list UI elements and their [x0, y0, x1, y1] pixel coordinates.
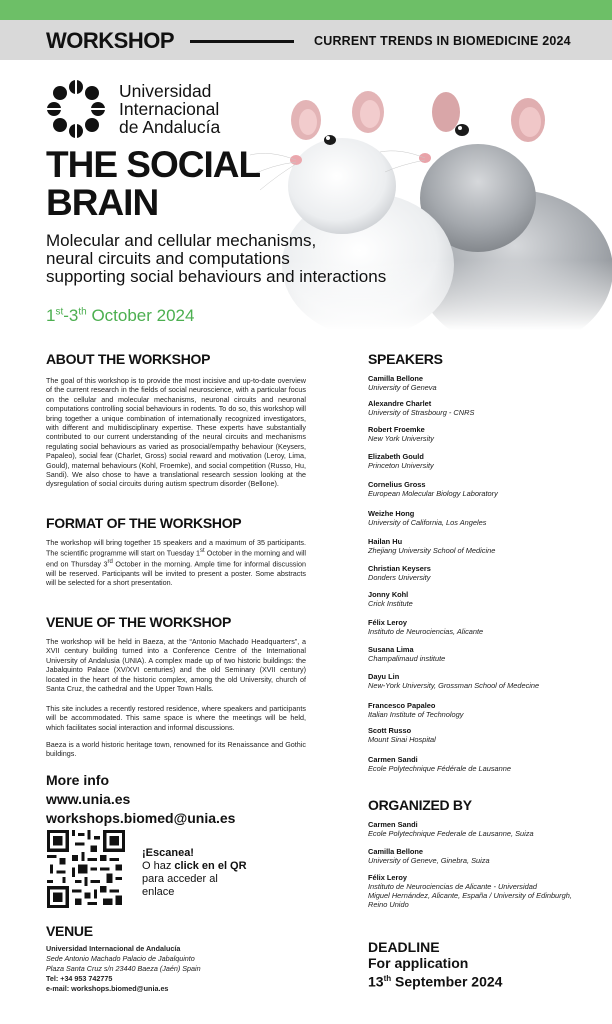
speaker-affiliation: Instituto de Neurociencias, Alicante — [368, 627, 484, 636]
organizer-affiliation-3: Reino Unido — [368, 900, 409, 909]
speaker-entry — [368, 618, 598, 636]
institution-name — [119, 82, 220, 136]
speaker-entry — [368, 726, 598, 744]
institution-line1: Universidad — [119, 81, 212, 101]
venue-phone[interactable]: Tel: +34 953 742775 — [46, 974, 113, 983]
qr-code[interactable] — [46, 830, 126, 908]
deadline-date — [368, 971, 502, 990]
qr-instructions-line3: para acceder al — [142, 873, 218, 885]
speaker-entry — [368, 537, 598, 555]
speaker-name: Robert Froemke — [368, 425, 425, 434]
date-month: October 2024 — [86, 306, 195, 325]
speaker-name: Susana Lima — [368, 645, 414, 654]
header-band — [0, 20, 612, 60]
qr-instructions-line2 — [142, 860, 247, 873]
speaker-affiliation: European Molecular Biology Laboratory — [368, 489, 498, 498]
speaker-affiliation: University of Strasbourg - CNRS — [368, 408, 475, 417]
speaker-entry — [368, 509, 598, 527]
deadline-heading: DEADLINE — [368, 939, 440, 955]
format-text-part2: October in the morning and will end on Thursday 3 — [46, 548, 307, 569]
venue-name: Universidad Internacional de Andalucía — [46, 944, 181, 953]
speaker-name: Christian Keysers — [368, 564, 431, 573]
organizer-affiliation: University of Geneve, Ginebra, Suiza — [368, 856, 490, 865]
speaker-name: Hailan Hu — [368, 537, 403, 546]
organizer-entry — [368, 820, 598, 838]
deadline-day-suffix: th — [383, 974, 392, 983]
speaker-affiliation: University of California, Los Angeles — [368, 518, 487, 527]
organizer-affiliation: Ecole Polytechnique Federale de Lausanne, Suiza — [368, 829, 534, 838]
more-info — [46, 771, 235, 828]
email-link[interactable]: workshops.biomed@unia.es — [46, 810, 236, 826]
format-sup2: rd — [107, 559, 113, 566]
organizer-affiliation: Instituto de Neurociencias de Alicante - Universidad — [368, 882, 537, 891]
about-heading: ABOUT THE WORKSHOP — [46, 351, 211, 367]
speaker-name: Elizabeth Gould — [368, 452, 424, 461]
application-deadline — [368, 939, 502, 990]
format-sup1: st — [200, 548, 205, 555]
speaker-entry — [368, 701, 598, 719]
date-end: -3 — [63, 306, 79, 325]
organizer-entry — [368, 873, 598, 909]
subtitle-line1: Molecular and cellular mechanisms, — [46, 231, 317, 250]
speaker-affiliation: University of Geneva — [368, 383, 437, 392]
venue-text-3: Baeza is a world historic heritage town, renowned for its Renaissance and Gothic buildings. — [46, 740, 306, 759]
speaker-name: Félix Leroy — [368, 618, 408, 627]
speaker-name: Jonny Kohl — [368, 590, 409, 599]
speaker-name: Alexandre Charlet — [368, 399, 432, 408]
title-line1: THE SOCIAL — [46, 144, 261, 185]
rats-illustration — [250, 60, 612, 330]
header-rule — [190, 40, 294, 43]
speaker-entry — [368, 399, 598, 417]
date-start: 1 — [46, 306, 56, 325]
qr-instructions-line2b: click en el QR — [174, 860, 247, 872]
venue-address-1: Sede Antonio Machado Palacio de Jabalquinto — [46, 954, 195, 963]
speaker-affiliation: Donders University — [368, 573, 431, 582]
speaker-affiliation: New York University — [368, 434, 434, 443]
speaker-affiliation: Mount Sinai Hospital — [368, 735, 436, 744]
speaker-entry — [368, 590, 598, 608]
title-line2: BRAIN — [46, 182, 159, 223]
venue-workshop-heading: VENUE OF THE WORKSHOP — [46, 614, 232, 630]
deadline-month-year: September 2024 — [391, 973, 503, 990]
deadline-label: For application — [368, 955, 469, 971]
subtitle-line2: neural circuits and computations — [46, 249, 290, 268]
subtitle-line3: supporting social behaviours and interactions — [46, 267, 387, 286]
unia-logo — [46, 79, 106, 139]
speaker-entry — [368, 374, 598, 392]
organizer-name: Félix Leroy — [368, 873, 408, 882]
speaker-affiliation: Champalimaud institute — [368, 654, 446, 663]
speaker-name: Francesco Papaleo — [368, 701, 436, 710]
website-link[interactable]: www.unia.es — [46, 791, 131, 807]
speaker-name: Dayu Lin — [368, 672, 400, 681]
speaker-name: Carmen Sandi — [368, 755, 418, 764]
institution-line2: Internacional — [119, 99, 220, 119]
speaker-entry — [368, 755, 598, 773]
top-green-bar — [0, 0, 612, 20]
date-start-suffix: st — [55, 306, 64, 318]
qr-instructions-line1: ¡Escanea! — [142, 847, 194, 859]
format-text — [46, 538, 306, 588]
organizer-name: Camilla Bellone — [368, 847, 424, 856]
speaker-affiliation: New-York University, Grossman School of Medecine — [368, 681, 540, 690]
speaker-entry — [368, 425, 598, 443]
qr-instructions — [142, 847, 247, 899]
speaker-affiliation: Ecole Polytechnique Fédérale de Lausanne — [368, 764, 511, 773]
speaker-affiliation: Italian Institute of Technology — [368, 710, 464, 719]
page-title — [46, 146, 260, 222]
venue-details — [46, 944, 201, 994]
speaker-affiliation: Crick Institute — [368, 599, 413, 608]
speakers-heading: SPEAKERS — [368, 351, 443, 367]
organizer-name: Carmen Sandi — [368, 820, 418, 829]
format-text-part3: October in the morning. Ample time for informal discussion will be reserved. Participants will be invited to present a poster. Some abstracts will be selected for a short presentation. — [46, 559, 306, 588]
event-dates — [46, 306, 194, 326]
venue-text-2: This site includes a recently restored residence, where speakers and participants will be accommodated. This same space is where the meetings will be held, which facilitates social interaction and informal discussions. — [46, 704, 306, 732]
about-text: The goal of this workshop is to provide the most incisive and up-to-date overview of the current research in the fields of social neuroscience, with a particular focus on the cellular and molecular mechanisms, neuronal circuits and neuronal computations controlling social behaviours in rodents. To do so, this workshop will bring together a unique combination of internationally recognized investigators, with different and multidisciplinary expertise. These experts have substantially contributed to our current understanding of the neural circuits and mechanisms regulating social behaviours as varied as prosocial/empathy behaviour (Keysers, Papaleo), social fear (Charlet, Gross) social reward and motivation (Leroy, Lima, Gould), maternal behaviours (Kohl, Froemke), and social competition (Russo, Hu, Sandi). We also chose to have a translational research session looking at the dysregulation of social circuits during autism spectrum disorder (Bellone). — [46, 376, 306, 489]
speaker-name: Scott Russo — [368, 726, 412, 735]
format-text-part1: The workshop will bring together 15 speakers and a maximum of 35 participants. The scientific programme will start on Tuesday 1 — [46, 538, 306, 558]
speaker-affiliation: Zhejiang University School of Medicine — [368, 546, 496, 555]
subtitle — [46, 232, 426, 286]
deadline-day: 13 — [368, 973, 384, 990]
qr-instructions-line4: enlace — [142, 886, 175, 898]
speaker-entry — [368, 564, 598, 582]
venue-text-1: The workshop will be held in Baeza, at the “Antonio Machado Headquarters”, a XVII century building turned into a Conference Centre of the International University of Andalusia (UNIA). A complex made up of two historic buildings: the Jabalquinto Palace (XV/XVI centuries) and the old Seminary (XVII century) located in the heart of the historic complex, among the old University, church of Santa Cruz, the cathedral and the Upper Town Halls. — [46, 637, 306, 694]
workshop-label: WORKSHOP — [46, 28, 174, 53]
date-end-suffix: th — [78, 306, 87, 318]
qr-instructions-line2a: O haz — [142, 860, 175, 872]
speaker-entry — [368, 645, 598, 663]
speaker-name: Camilla Bellone — [368, 374, 424, 383]
speaker-entry — [368, 452, 598, 470]
speaker-name: Cornelius Gross — [368, 480, 426, 489]
series-title: CURRENT TRENDS IN BIOMEDICINE 2024 — [314, 34, 571, 48]
institution-line3: de Andalucía — [119, 117, 221, 137]
speaker-affiliation: Princeton University — [368, 461, 434, 470]
more-info-heading: More info — [46, 772, 109, 788]
organizer-affiliation-2: Miguel Hernández, Alicante, España / University of Edinburgh, — [368, 891, 572, 900]
speaker-entry — [368, 480, 598, 498]
venue-email[interactable]: e-mail: workshops.biomed@unia.es — [46, 984, 169, 993]
venue-heading: VENUE — [46, 923, 93, 939]
organized-heading: ORGANIZED BY — [368, 797, 472, 813]
speaker-entry — [368, 672, 598, 690]
format-heading: FORMAT OF THE WORKSHOP — [46, 515, 242, 531]
venue-address-2: Plaza Santa Cruz s/n 23440 Baeza (Jaén) Spain — [46, 964, 201, 973]
organizer-entry — [368, 847, 598, 865]
speaker-name: Weizhe Hong — [368, 509, 415, 518]
